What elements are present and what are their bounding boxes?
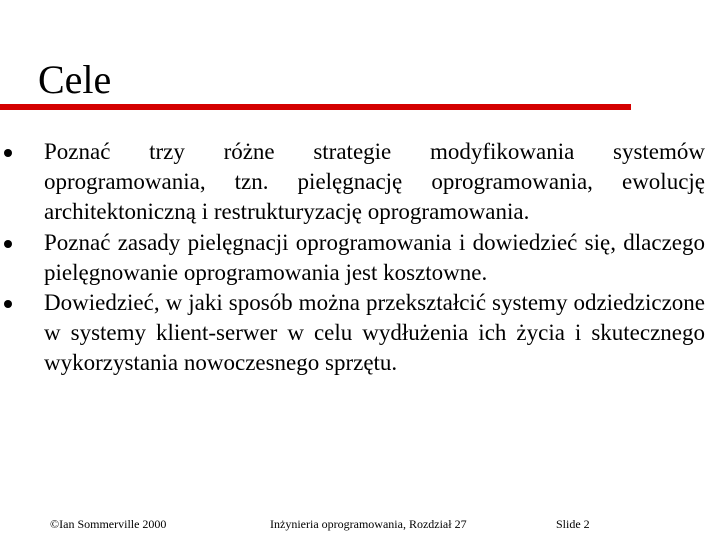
bullet-item-2 bbox=[0, 228, 705, 288]
bullet-text-2: Poznać zasady pielęgnacji oprogramowania i dowiedzieć się, dlaczego pielęgnowanie oprogramowania jest kosztowne. bbox=[44, 229, 705, 285]
bullet-dot-icon bbox=[4, 149, 12, 157]
footer-slide-number: Slide 2 bbox=[556, 517, 590, 531]
footer-copyright: ©Ian Sommerville 2000 bbox=[50, 517, 167, 531]
bullet-item-1 bbox=[0, 137, 705, 228]
bullet-text-1: Poznać trzy różne strategie modyfikowania systemów oprogramowania, tzn. pielęgnację oprogramowania, ewolucję architektoniczną i restrukturyzację oprogramowania. bbox=[44, 139, 705, 225]
bullet-text-3: Dowiedzieć, w jaki sposób można przekształcić systemy odziedziczone w systemy klient-serwer w celu wydłużenia ich życia i skutecznego wykorzystania nowoczesnego sprzętu. bbox=[44, 290, 705, 376]
slide-title: Cele bbox=[38, 57, 112, 102]
bullet-item-3 bbox=[0, 288, 705, 379]
title-underline bbox=[0, 104, 631, 110]
bullet-list bbox=[0, 137, 720, 379]
footer-course: Inżynieria oprogramowania, Rozdział 27 bbox=[270, 517, 467, 531]
bullet-dot-icon bbox=[4, 240, 12, 248]
bullet-dot-icon bbox=[4, 300, 12, 308]
